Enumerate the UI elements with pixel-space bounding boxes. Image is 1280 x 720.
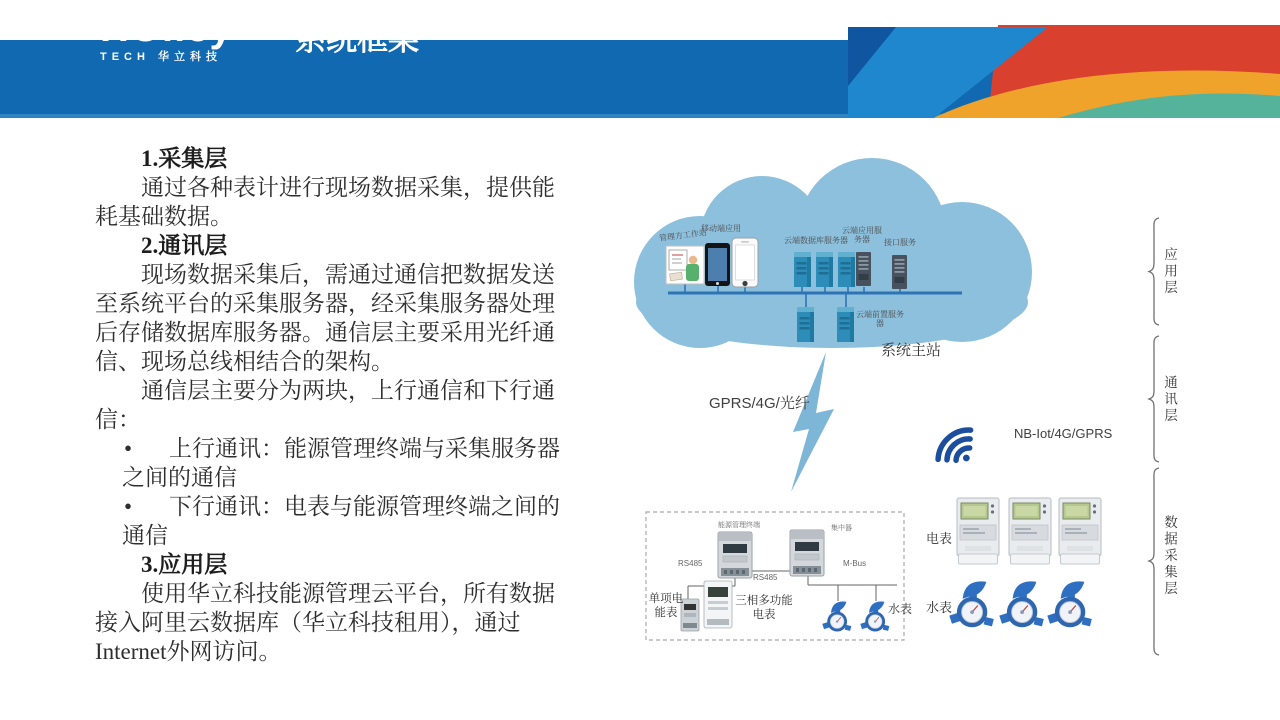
rs485-mid-label: RS485 <box>753 573 778 582</box>
front-server-label: 云端前置服务器 <box>856 310 904 328</box>
bullet-uplink-text: 上行通讯：能源管理终端与采集服务器之间的通信 <box>122 436 560 490</box>
water-meter-icons <box>949 581 1091 627</box>
concentrator-label: 集中器 <box>831 525 852 532</box>
page-title: 系统框架 <box>295 22 419 57</box>
field-water-meter-icons <box>822 601 889 631</box>
bracket-app-layer <box>1149 218 1159 325</box>
mobile-app-label: 移动端应用 <box>701 224 741 233</box>
holley-logo <box>100 8 233 64</box>
nbiot-link-label: NB-Iot/4G/GPRS <box>1014 426 1113 441</box>
energy-terminal-icon <box>718 532 752 578</box>
layer-label-communication: 通讯层 <box>1162 375 1177 425</box>
tablet-icon <box>705 243 730 286</box>
para-comm-2: 通信层主要分为两块，上行通信和下行通信： <box>95 378 555 432</box>
interface-service-label: 接口服务 <box>884 238 916 247</box>
interface-server-icon <box>892 255 907 289</box>
bullet-downlink-text: 下行通讯：电表与能源管理终端之间的通信 <box>122 494 560 548</box>
app-server-icon <box>856 252 871 286</box>
para-comm-1: 现场数据采集后，需通过通信把数据发送至系统平台的采集服务器，经采集服务器处理后存储数据库服务器。通信层主要采用光纤通信、现场总线相结合的架构。 <box>95 262 555 374</box>
db-server-label: 云端数据库服务器 <box>784 236 848 245</box>
concentrator-icon <box>790 530 824 576</box>
lightning-icon <box>791 352 834 492</box>
rs485-left-label: RS485 <box>678 559 703 568</box>
phone-icon <box>732 238 758 287</box>
logo-subtext: TECH 华立科技 <box>100 51 222 63</box>
para-app: 使用华立科技能源管理云平台，所有数据接入阿里云数据库（华立科技租用），通过Internet外网访问。 <box>95 581 555 664</box>
bullet-marker: • <box>124 494 133 519</box>
bracket-data-layer <box>1149 468 1159 655</box>
app-server-label: 云端应用服务器 <box>842 226 882 244</box>
electric-meter-icons <box>957 498 1101 564</box>
single-phase-label: 单项电能表 <box>648 593 684 619</box>
field-water-label: 水表 <box>888 602 913 616</box>
para-collection: 通过各种表计进行现场数据采集，提供能耗基础数据。 <box>95 175 555 229</box>
water-row-label: 水表 <box>926 600 953 615</box>
layer-label-data-collection: 数据采集层 <box>1162 515 1177 598</box>
heading-app-layer: 3.应用层 <box>141 552 228 577</box>
layer-brackets <box>1149 218 1159 655</box>
energy-terminal-label: 能源管理终端 <box>718 522 760 529</box>
heading-comm-layer: 2.通讯层 <box>141 233 228 258</box>
workstation-icon <box>666 246 704 284</box>
layer-label-application: 应用层 <box>1162 247 1177 297</box>
mbus-label: M-Bus <box>843 559 867 568</box>
three-phase-label: 三相多功能电表 <box>735 595 793 621</box>
corner-decoration <box>848 24 1280 118</box>
heading-collection-layer: 1.采集层 <box>141 146 228 171</box>
bullet-marker: • <box>124 436 133 461</box>
bracket-comm-layer <box>1149 336 1159 462</box>
logo-wordmark: HOlley <box>100 6 233 50</box>
db-server-icons <box>794 252 855 287</box>
wifi-icon <box>932 423 985 475</box>
electric-row-label: 电表 <box>926 531 953 546</box>
gprs-link-label: GPRS/4G/光纤 <box>709 395 810 412</box>
workstation-label: 管理方工作站 <box>658 228 708 243</box>
three-phase-meter-icon <box>704 581 732 628</box>
system-station-label: 系统主站 <box>881 342 942 359</box>
